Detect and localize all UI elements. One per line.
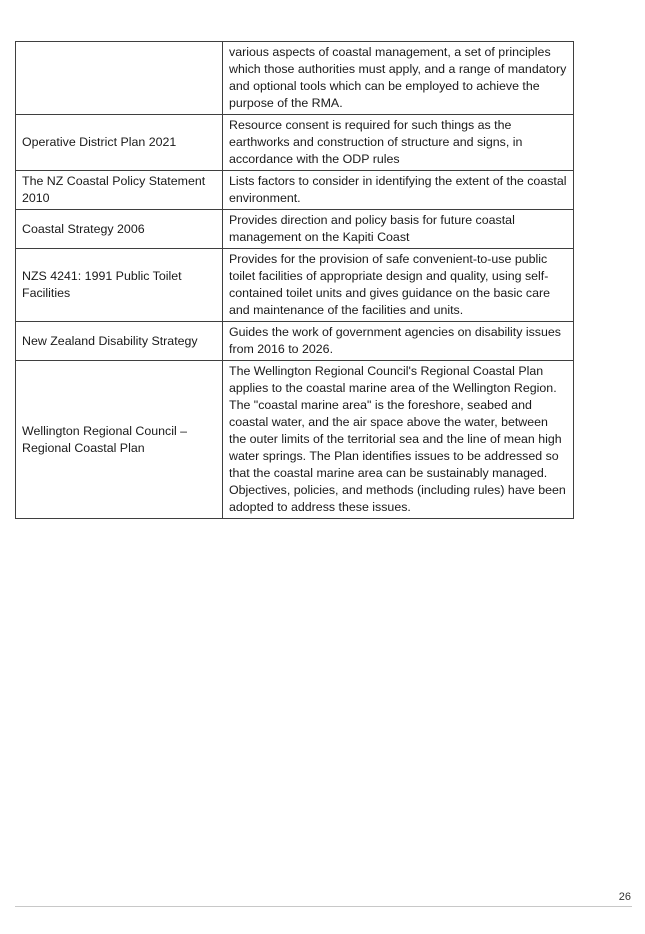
table-cell-document: Wellington Regional Council – Regional Coastal Plan: [16, 361, 223, 519]
table-cell-document: New Zealand Disability Strategy: [16, 322, 223, 361]
table-row: [16, 249, 574, 322]
table-cell-document: Operative District Plan 2021: [16, 115, 223, 171]
table-row: [16, 361, 574, 519]
table-row: [16, 42, 574, 115]
table-cell-description: various aspects of coastal management, a set of principles which those authorities must apply, and a range of mandatory and optional tools which can be employed to achieve the purpose of the RMA.: [223, 42, 574, 115]
table-row: [16, 171, 574, 210]
page-number: 26: [618, 891, 631, 903]
table-row: [16, 115, 574, 171]
table-cell-description: The Wellington Regional Council's Regional Coastal Plan applies to the coastal marine area of the Wellington Region. The "coastal marine area" is the foreshore, seabed and coastal water, and the air space above the water, between the outer limits of the territorial sea and the line of mean high water springs. The Plan identifies issues to be addressed so that the coastal marine area can be sustainably managed. Objectives, policies, and methods (including rules) have been adopted to address these issues.: [223, 361, 574, 519]
table-cell-document: Coastal Strategy 2006: [16, 210, 223, 249]
table-cell-document: The NZ Coastal Policy Statement 2010: [16, 171, 223, 210]
table-cell-description: Resource consent is required for such things as the earthworks and construction of structure and signs, in accordance with the ODP rules: [223, 115, 574, 171]
table-cell-description: Lists factors to consider in identifying the extent of the coastal environment.: [223, 171, 574, 210]
table-row: [16, 322, 574, 361]
table-cell-description: Provides for the provision of safe convenient-to-use public toilet facilities of appropriate design and quality, using self-contained toilet units and gives guidance on the basic care and maintenance of the facilities and units.: [223, 249, 574, 322]
table-cell-description: Provides direction and policy basis for future coastal management on the Kapiti Coast: [223, 210, 574, 249]
footer-divider: [15, 906, 632, 907]
policy-table: [15, 41, 574, 519]
table-cell-document: NZS 4241: 1991 Public Toilet Facilities: [16, 249, 223, 322]
table-row: [16, 210, 574, 249]
table-cell-document: [16, 42, 223, 115]
table-cell-description: Guides the work of government agencies on disability issues from 2016 to 2026.: [223, 322, 574, 361]
